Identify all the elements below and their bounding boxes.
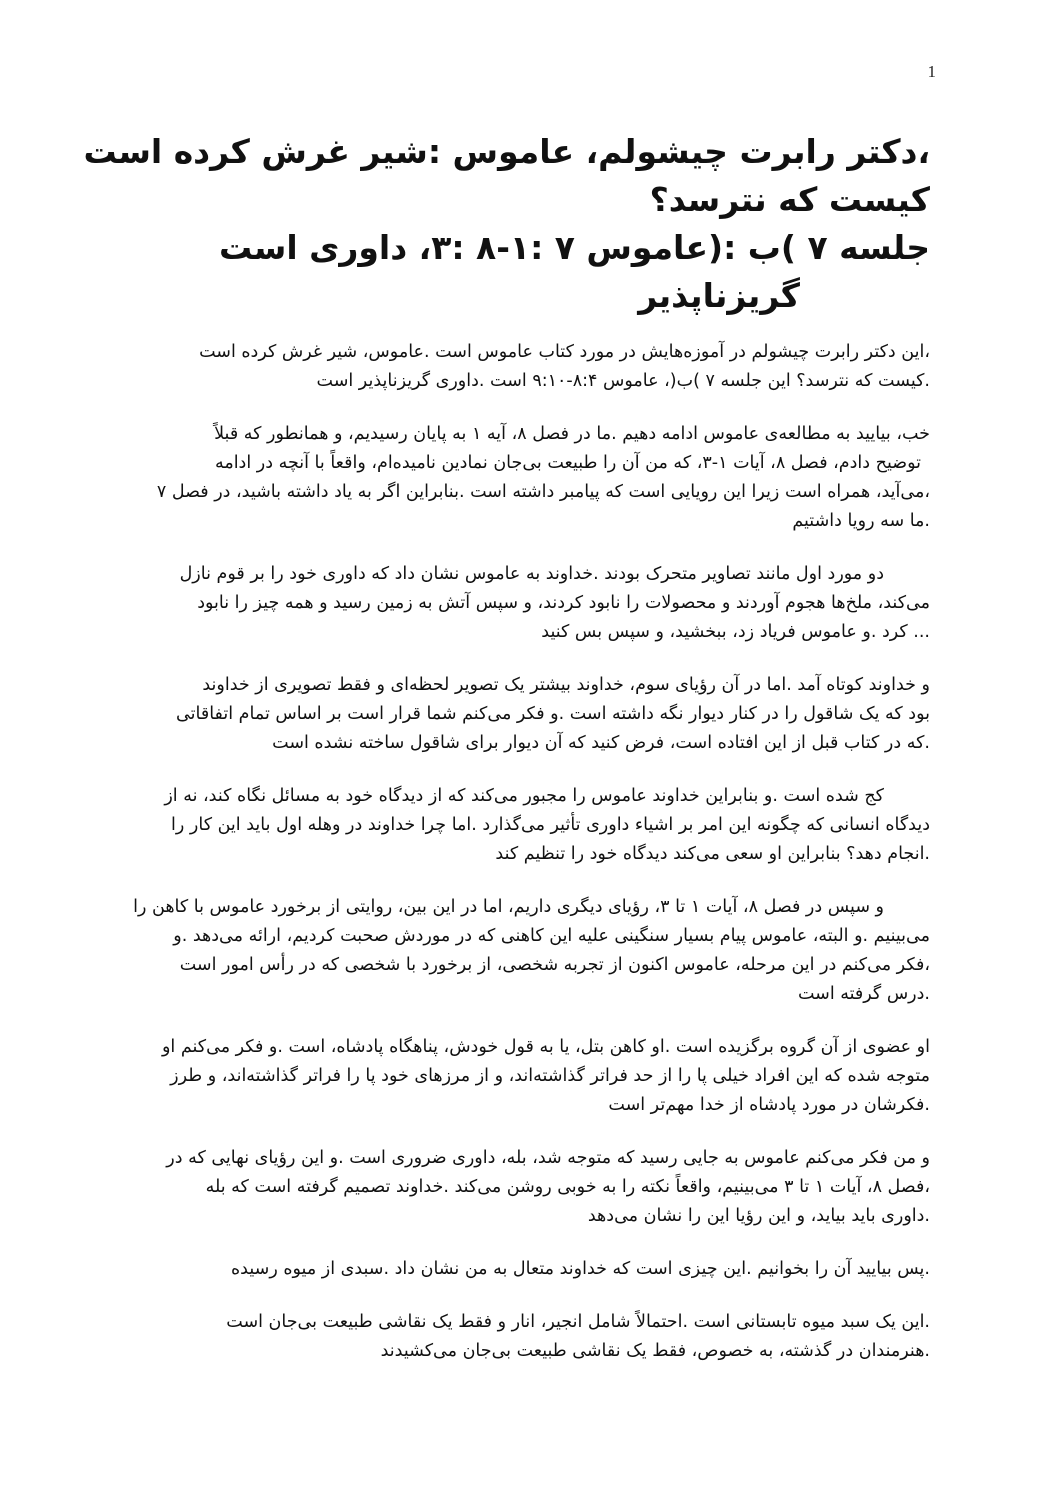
page-number: 1 bbox=[927, 62, 936, 81]
text-line: .داوری باید بیاید، و این رؤیا این را نشان می‌دهد bbox=[587, 1206, 930, 1226]
title-line: گریزناپذیر bbox=[638, 276, 800, 315]
paragraph bbox=[130, 560, 930, 647]
text-line: .فکرشان در مورد پادشاه از خدا مهم‌تر است bbox=[608, 1095, 930, 1115]
paragraph bbox=[130, 893, 930, 1009]
paragraph bbox=[130, 671, 930, 758]
text-line: و خداوند کوتاه آمد .اما در آن رؤیای سوم، خداوند بیشتر یک تصویر لحظه‌ای و فقط تصویری از خداوند bbox=[202, 675, 930, 695]
paragraph bbox=[130, 420, 930, 536]
text-line: و من فکر می‌کنم عاموس به جایی رسید که متوجه شد، بله، داوری ضروری است .و این رؤیای نهایی که در bbox=[166, 1148, 930, 1168]
text-line: او عضوی از آن گروه برگزیده است .او کاهن بتل، یا به قول خودش، پناهگاه پادشاه، است .و فکر می‌کنم او bbox=[161, 1037, 930, 1057]
document-title bbox=[83, 128, 930, 320]
text-line: دیدگاه انسانی که چگونه این امر بر اشیاء داوری تأثیر می‌گذارد .اما چرا خداوند در وهله اول باید این کار را bbox=[171, 815, 930, 835]
text-line: و سپس در فصل ۸، آیات ۱ تا ۳، رؤیای دیگری داریم، اما در این بین، روایتی از برخورد عاموس با کاهن را bbox=[133, 897, 884, 917]
text-line: .انجام دهد؟ بنابراین او سعی می‌کند دیدگاه خود را تنظیم کند bbox=[495, 844, 930, 864]
title-line: کیست که نترسد؟ bbox=[649, 180, 930, 219]
text-line: .هنرمندان در گذشته، به خصوص، فقط یک نقاشی طبیعت بی‌جان می‌کشیدند bbox=[380, 1341, 930, 1361]
paragraph-intro bbox=[130, 338, 930, 396]
text-line: ... کرد .و عاموس فریاد زد، ببخشید، و سپس بس کنید bbox=[541, 622, 930, 642]
text-line: کج شده است .و بنابراین خداوند عاموس را مجبور می‌کند که از دیدگاه خود به مسائل نگاه کند، نه از bbox=[164, 786, 884, 806]
paragraph bbox=[130, 1308, 930, 1366]
text-line: ،فصل ۸، آیات ۱ تا ۳ می‌بینیم، واقعاً نکته را به خوبی روشن می‌کند .خداوند تصمیم گرفته است که بله bbox=[205, 1177, 930, 1197]
paragraph bbox=[130, 1255, 930, 1284]
text-line: .این یک سبد میوه تابستانی است .احتمالاً شامل انجیر، انار و فقط یک نقاشی طبیعت بی‌جان است bbox=[226, 1312, 930, 1332]
text-line: ،فکر می‌کنم در این مرحله، عاموس اکنون از تجربه شخصی، از برخورد با شخصی که در رأس امور است bbox=[179, 955, 930, 975]
document-body bbox=[130, 338, 930, 1390]
text-line: دو مورد اول مانند تصاویر متحرک بودند .خداوند به عاموس نشان داد که داوری خود را بر قوم نازل bbox=[179, 564, 884, 584]
text-line: توضیح دادم، فصل ۸، آیات ۱-۳، که من آن را طبیعت بی‌جان نمادین نامیده‌ام، واقعاً با آنچه در ادامه bbox=[214, 453, 921, 473]
text-line: خب، بیایید به مطالعه‌ی عاموس ادامه دهیم .ما در فصل ۸، آیه ۱ به پایان رسیدیم، و همانطور که قبلاً bbox=[214, 424, 930, 444]
title-line: جلسه ۷ )ب :(عاموس ۷ :۱-۸ :۳، داوری است bbox=[218, 228, 930, 267]
text-line: می‌بینیم .و البته، عاموس پیام بسیار سنگینی علیه این کاهنی که در موردش صحبت کردیم، ارائه می‌دهد .و bbox=[173, 926, 930, 946]
text-line: ،این دکتر رابرت چیشولم در آموزه‌هایش در مورد کتاب عاموس است .عاموس، شیر غرش کرده است bbox=[199, 342, 930, 362]
paragraph bbox=[130, 1144, 930, 1231]
text-line: .کیست که نترسد؟ این جلسه ۷ )ب(، عاموس ۸:۴-۹:۱۰ است .داوری گریزناپذیر است bbox=[316, 371, 930, 391]
text-line: .ما سه رویا داشتیم bbox=[792, 511, 930, 531]
text-line: ،می‌آید، همراه است زیرا این رویایی است که پیامبر داشته است .بنابراین اگر به یاد داشته باشید، در فصل ۷ bbox=[156, 482, 930, 502]
text-line: .پس بیایید آن را بخوانیم .این چیزی است که خداوند متعال به من نشان داد .سبدی از میوه رسیده bbox=[231, 1259, 930, 1279]
text-line: .درس گرفته است bbox=[797, 984, 930, 1004]
text-line: متوجه شده که این افراد خیلی پا را از حد فراتر گذاشته‌اند، و از مرزهای خود پا را فراتر گذاشته‌اند، و طرز bbox=[170, 1066, 930, 1086]
title-line: ،دکتر رابرت چیشولم، عاموس :شیر غرش کرده است bbox=[83, 132, 930, 171]
text-line: بود که یک شاقول را در کنار دیوار نگه داشته است .و فکر می‌کنم شما قرار است بر اساس تمام اتفاقاتی bbox=[176, 704, 930, 724]
text-line: می‌کند، ملخ‌ها هجوم آوردند و محصولات را نابود کردند، و سپس آتش به زمین رسید و همه چیز را نابود bbox=[197, 593, 930, 613]
text-line: .که در کتاب قبل از این افتاده است، فرض کنید که آن دیوار برای شاقول ساخته نشده است bbox=[272, 733, 930, 753]
paragraph bbox=[130, 1033, 930, 1120]
paragraph bbox=[130, 782, 930, 869]
